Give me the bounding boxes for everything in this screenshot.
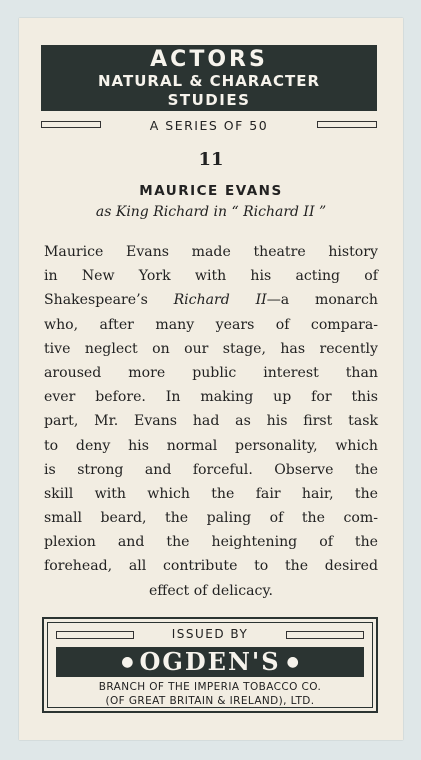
card-number: 11	[198, 149, 224, 170]
branch-line-2: (OF GREAT BRITAIN & IRELAND), LTD.	[105, 695, 315, 707]
bullet-dot-right: ●	[286, 654, 299, 670]
title-line-1: ACTORS	[150, 47, 268, 72]
description-line: ever before. In making up for this	[44, 389, 378, 406]
description-line: in New York with his acting of	[44, 268, 378, 285]
description-line: to deny his normal personality, which	[44, 437, 378, 454]
cigarette-card	[19, 18, 403, 740]
issuer-panel-inner-border	[47, 622, 373, 708]
description-line: skill with which the fair hair, the	[44, 485, 378, 502]
bullet-dot-left: ●	[121, 654, 134, 670]
issued-by-label: ISSUED BY	[171, 627, 249, 641]
play-title: Richard II	[173, 292, 267, 309]
issued-by-row	[56, 629, 364, 643]
description-line: tive neglect on our stage, has recently	[44, 340, 378, 357]
series-row	[41, 119, 377, 133]
brand-banner	[56, 647, 364, 677]
actor-role: as King Richard in “ Richard II ”	[95, 204, 327, 220]
description-line: forehead, all contribute to the desired	[44, 558, 378, 575]
description-line: small beard, the paling of the com-	[44, 510, 378, 527]
branch-line-1: BRANCH OF THE IMPERIA TOBACCO CO.	[98, 681, 322, 693]
title-banner	[41, 45, 377, 111]
description-line-end: —a monarch	[266, 292, 378, 309]
title-line-2: NATURAL & CHARACTER	[97, 72, 321, 90]
series-label: A SERIES OF 50	[149, 118, 269, 133]
description-line: part, Mr. Evans had as his first task	[44, 413, 378, 430]
description-line-start: Shakespeare’s	[44, 292, 174, 309]
ornament-bar-left	[56, 631, 134, 639]
actor-name: MAURICE EVANS	[139, 183, 283, 199]
ornament-bar-right	[286, 631, 364, 639]
ornament-bar-left	[41, 121, 101, 128]
description-line: who, after many years of compara-	[44, 316, 378, 333]
ornament-bar-right	[317, 121, 377, 128]
description-line: aroused more public interest than	[44, 364, 378, 381]
description-line: plexion and the heightening of the	[44, 534, 378, 551]
description-line: effect of delicacy.	[148, 582, 274, 599]
description-line: Maurice Evans made theatre history	[44, 244, 378, 260]
issuer-panel	[42, 617, 378, 713]
description-text	[44, 240, 378, 603]
description-line: is strong and forceful. Observe the	[44, 461, 378, 478]
title-line-3: STUDIES	[167, 91, 251, 109]
description-line	[44, 288, 378, 312]
brand-name: OGDEN'S	[139, 647, 281, 676]
